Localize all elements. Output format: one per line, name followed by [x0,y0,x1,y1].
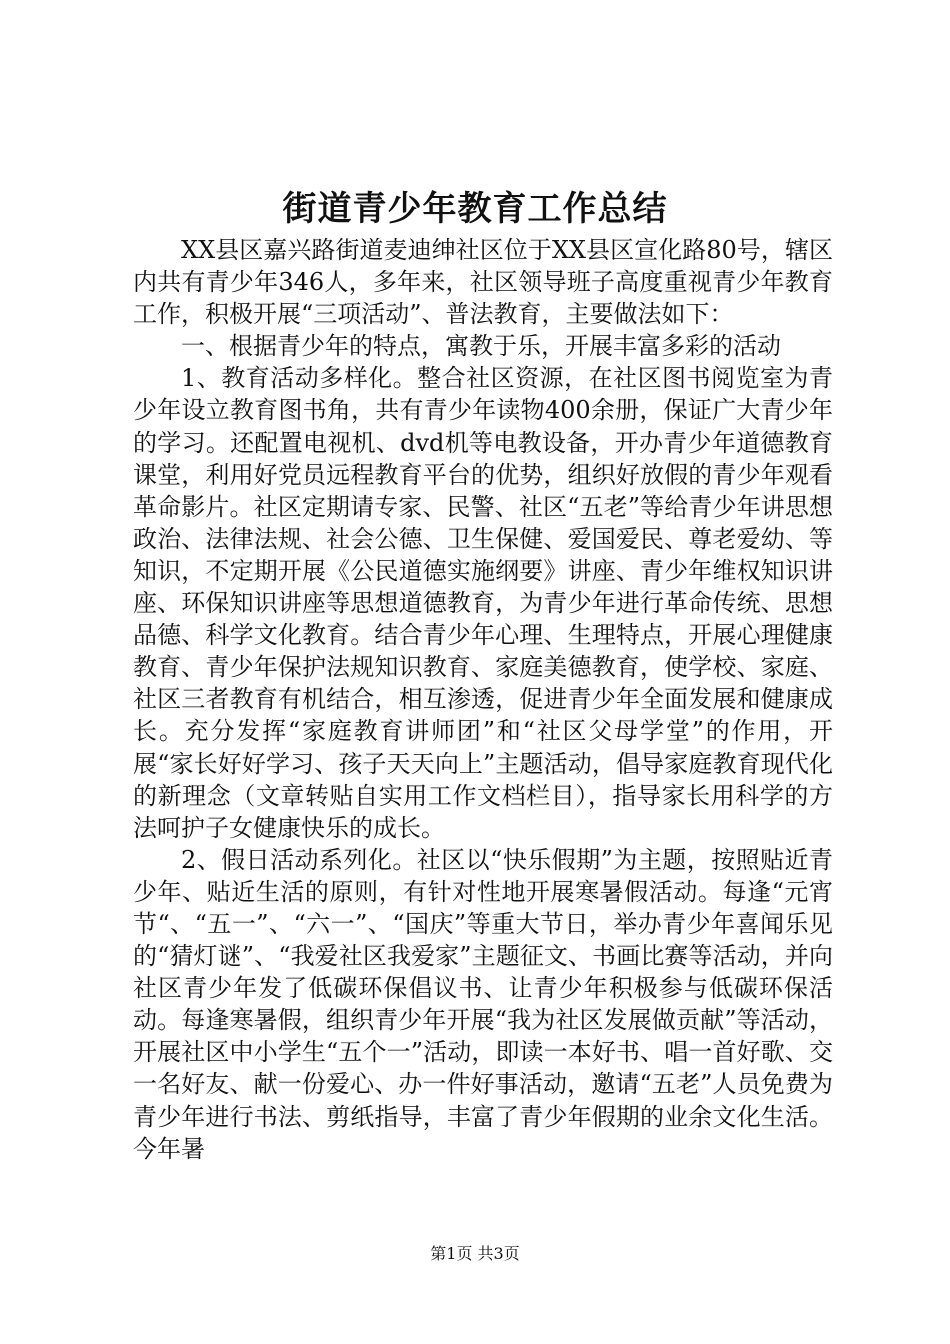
page-footer: 第1页 共3页 [430,1244,520,1263]
document-body [133,234,833,1165]
paragraph-holiday-activities: 2、假日活动系列化。社区以“快乐假期”为主题，按照贴近青少年、贴近生活的原则，有针对性地开展寒暑假活动。每逢“元宵节“、“五一”、“六一”、“国庆”等重大节日，举办青少年喜闻乐见的“猜灯谜”、“我爱社区我爱家”主题征文、书画比赛等活动，并向社区青少年发了低碳环保倡议书、让青少年积极参与低碳环保活动。每逢寒暑假，组织青少年开展“我为社区发展做贡献”等活动，开展社区中小学生“五个一”活动，即读一本好书、唱一首好歌、交一名好友、献一份爱心、办一件好事活动，邀请“五老”人员免费为青少年进行书法、剪纸指导，丰富了青少年假期的业余文化生活。今年暑 [133,845,833,1163]
document-title: 街道青少年教育工作总结 [282,189,668,229]
paragraph-intro: XX县区嘉兴路街道麦迪绅社区位于XX县区宣化路80号，辖区内共有青少年346人，多年来，社区领导班子高度重视青少年教育工作，积极开展“三项活动”、普法教育，主要做法如下： [133,236,833,329]
paragraph-education-activities: 1、教育活动多样化。整合社区资源，在社区图书阅览室为青少年设立教育图书角，共有青少年读物400余册，保证广大青少年的学习。还配置电视机、dvd机等电教设备，开办青少年道德教育课堂，利用好党员远程教育平台的优势，组织好放假的青少年观看革命影片。社区定期请专家、民警、社区“五老”等给青少年讲思想政治、法律法规、社会公德、卫生保健、爱国爱民、尊老爱幼、等知识，不定期开展《公民道德实施纲要》讲座、青少年维权知识讲座、环保知识讲座等思想道德教育，为青少年进行革命传统、思想品德、科学文化教育。结合青少年心理、生理特点，开展心理健康教育、青少年保护法规知识教育、家庭美德教育，使学校、家庭、社区三者教育有机结合，相互渗透，促进青少年全面发展和健康成长。充分发挥“家庭教育讲师团”和“社区父母学堂”的作用，开展“家长好好学习、孩子天天向上”主题活动，倡导家庭教育现代化的新理念（文章转贴自实用工作文档栏目），指导家长用科学的方法呵护子女健康快乐的成长。 [133,364,833,842]
section-heading-1: 一、根据青少年的特点，寓教于乐，开展丰富多彩的活动 [181,332,781,361]
